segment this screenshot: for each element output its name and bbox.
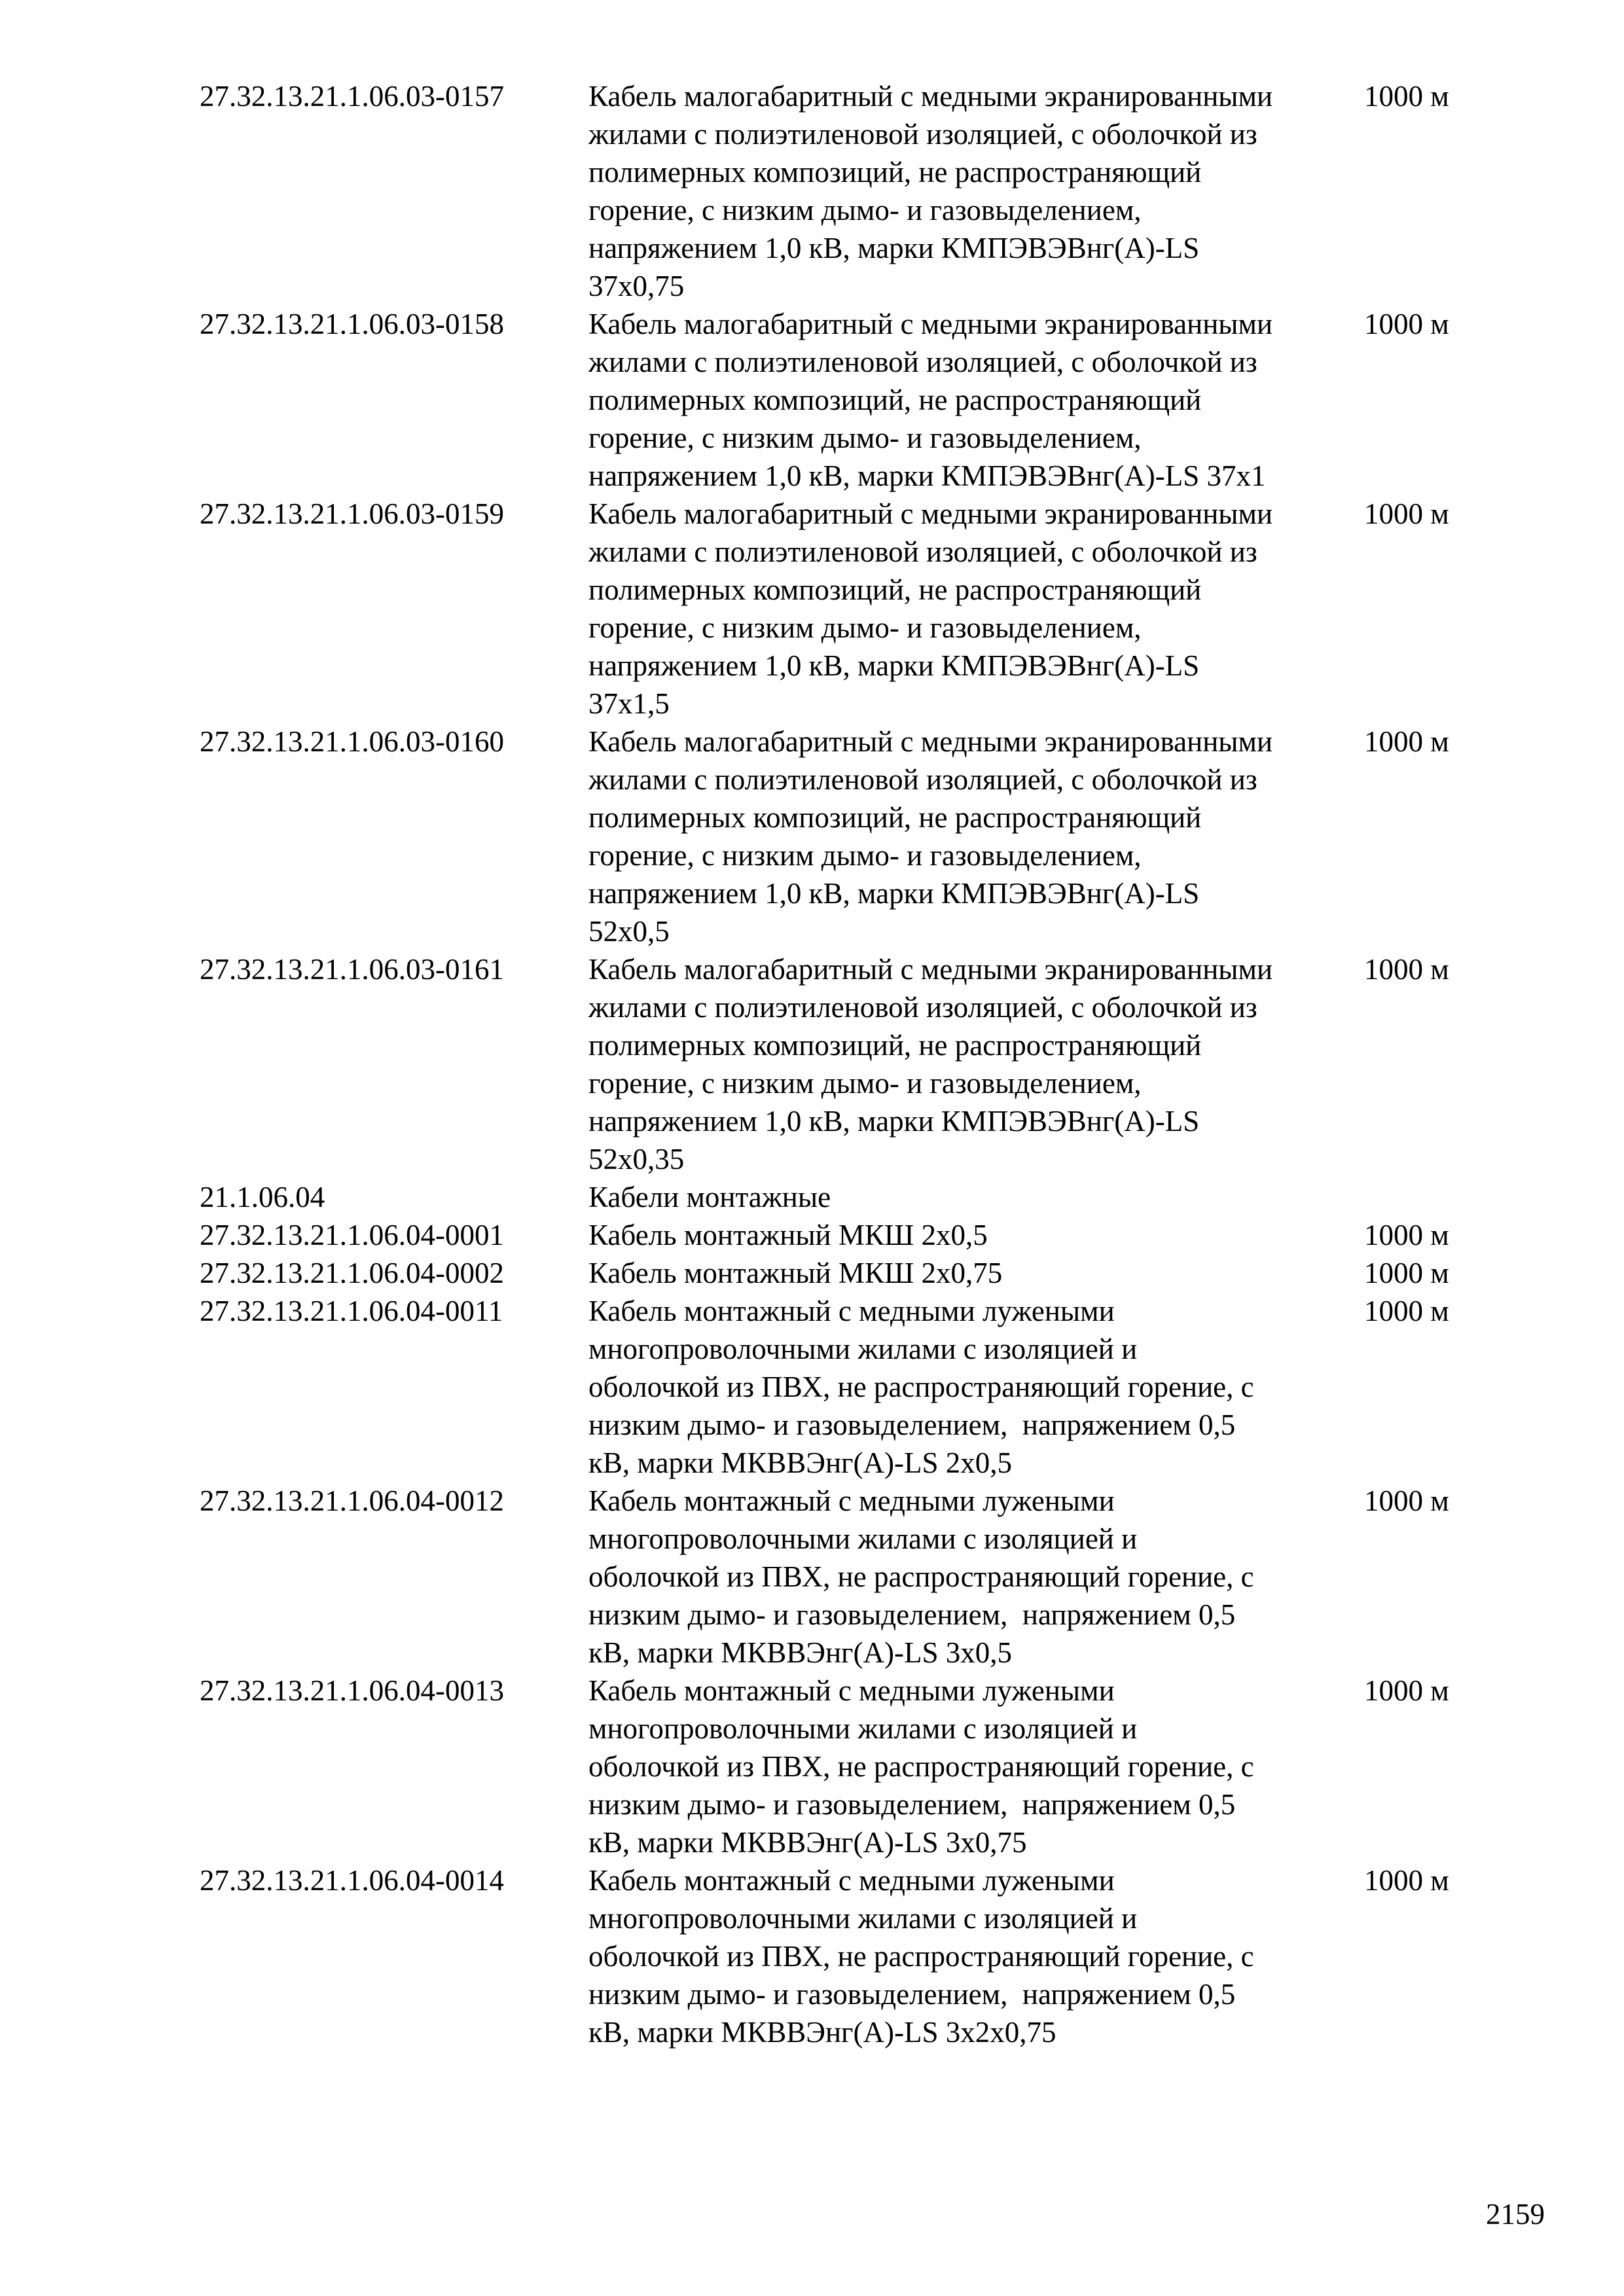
resource-name-line: Кабель монтажный с медными лужеными (588, 1295, 1115, 1327)
resource-name-line: оболочкой из ПВХ, не распространяющий горение, с (588, 1750, 1254, 1783)
resource-name (588, 1254, 1364, 1292)
unit-of-measure: 1000 м (1364, 1257, 1449, 1289)
resource-code: 27.32.13.21.1.06.04-0011 (200, 1295, 503, 1327)
resource-code: 27.32.13.21.1.06.03-0157 (200, 80, 504, 113)
resource-code: 27.32.13.21.1.06.04-0001 (200, 1219, 504, 1251)
resource-name-line: низким дымо- и газовыделением, напряжением 0,5 (588, 1598, 1236, 1631)
resource-code: 27.32.13.21.1.06.03-0159 (200, 497, 504, 530)
resource-name-line: многопроволочными жилами с изоляцией и (588, 1712, 1138, 1745)
resource-name (588, 1292, 1364, 1482)
unit-of-measure: 1000 м (1364, 1484, 1449, 1517)
unit-of-measure: 1000 м (1364, 1674, 1449, 1707)
table-row (200, 950, 1483, 1178)
resource-name-line: многопроволочными жилами с изоляцией и (588, 1333, 1138, 1365)
unit-of-measure: 1000 м (1364, 1295, 1449, 1327)
resource-name-line: оболочкой из ПВХ, не распространяющий горение, с (588, 1371, 1254, 1403)
resource-name-line: горение, с низким дымо- и газовыделением, (588, 422, 1142, 454)
resource-name-line: полимерных композиций, не распространяющий (588, 801, 1202, 834)
resource-name-line: Кабель монтажный с медными лужеными (588, 1484, 1115, 1517)
resource-name-line: Кабель монтажный МКШ 2х0,75 (588, 1257, 1003, 1289)
unit-of-measure: 1000 м (1364, 497, 1449, 530)
resource-code: 27.32.13.21.1.06.04-0002 (200, 1257, 504, 1289)
resource-name (588, 1178, 1364, 1216)
price-list-table (200, 77, 1483, 2051)
resource-name (588, 1216, 1364, 1254)
resource-name-line: полимерных композиций, не распространяющий (588, 573, 1202, 606)
resource-name-line: жилами с полиэтиленовой изоляцией, с оболочкой из (588, 118, 1257, 151)
resource-name-line: горение, с низким дымо- и газовыделением, (588, 611, 1142, 644)
resource-name-line: горение, с низким дымо- и газовыделением, (588, 194, 1142, 226)
resource-name (588, 305, 1364, 495)
resource-name-line: Кабель малогабаритный с медными экранированными (588, 80, 1273, 113)
resource-name-line: низким дымо- и газовыделением, напряжением 0,5 (588, 1788, 1236, 1821)
resource-name-line: Кабели монтажные (588, 1181, 831, 1213)
resource-name-line: напряжением 1,0 кВ, марки КМПЭВЭВнг(А)-LS (588, 1105, 1200, 1138)
table-row (200, 1672, 1483, 1861)
unit-of-measure: 1000 м (1364, 953, 1449, 986)
table-row (200, 723, 1483, 950)
resource-name-line: 52х0,35 (588, 1143, 685, 1175)
resource-code: 27.32.13.21.1.06.04-0014 (200, 1864, 504, 1897)
resource-name-line: горение, с низким дымо- и газовыделением, (588, 1067, 1142, 1100)
resource-name-line: Кабель монтажный с медными лужеными (588, 1674, 1115, 1707)
resource-name-line: Кабель малогабаритный с медными экранированными (588, 497, 1273, 530)
table-row (200, 1216, 1483, 1254)
resource-name-line: кВ, марки МКВВЭнг(А)-LS 2х0,5 (588, 1446, 1012, 1479)
resource-name-line: низким дымо- и газовыделением, напряжением 0,5 (588, 1978, 1236, 2011)
resource-code: 21.1.06.04 (200, 1181, 325, 1213)
resource-code: 27.32.13.21.1.06.03-0158 (200, 308, 504, 340)
resource-name (588, 495, 1364, 723)
resource-name-line: 37х1,5 (588, 687, 670, 720)
resource-name-line: полимерных композиций, не распространяющий (588, 1029, 1202, 1062)
resource-name-line: жилами с полиэтиленовой изоляцией, с оболочкой из (588, 346, 1257, 378)
resource-name-line: оболочкой из ПВХ, не распространяющий горение, с (588, 1560, 1254, 1593)
unit-of-measure: 1000 м (1364, 80, 1449, 113)
resource-name-line: горение, с низким дымо- и газовыделением, (588, 839, 1142, 872)
resource-name-line: полимерных композиций, не распространяющий (588, 384, 1202, 416)
table-row (200, 1292, 1483, 1482)
resource-code: 27.32.13.21.1.06.04-0012 (200, 1484, 504, 1517)
table-row (200, 77, 1483, 305)
table-row (200, 1482, 1483, 1672)
resource-name-line: 37х0,75 (588, 270, 685, 302)
resource-name-line: полимерных композиций, не распространяющий (588, 156, 1202, 188)
resource-name (588, 77, 1364, 305)
resource-name-line: кВ, марки МКВВЭнг(А)-LS 3х0,5 (588, 1636, 1012, 1669)
unit-of-measure: 1000 м (1364, 308, 1449, 340)
resource-name-line: кВ, марки МКВВЭнг(А)-LS 3х2х0,75 (588, 2016, 1056, 2049)
resource-name (588, 1672, 1364, 1861)
resource-name-line: 52х0,5 (588, 915, 670, 948)
page-number: 2159 (1486, 2198, 1545, 2231)
table-row (200, 495, 1483, 723)
resource-name-line: оболочкой из ПВХ, не распространяющий горение, с (588, 1940, 1254, 1973)
resource-code: 27.32.13.21.1.06.04-0013 (200, 1674, 504, 1707)
resource-name-line: Кабель монтажный с медными лужеными (588, 1864, 1115, 1897)
resource-name-line: напряжением 1,0 кВ, марки КМПЭВЭВнг(А)-LS (588, 232, 1200, 264)
resource-code: 27.32.13.21.1.06.03-0161 (200, 953, 504, 986)
unit-of-measure: 1000 м (1364, 1219, 1449, 1251)
resource-name-line: низким дымо- и газовыделением, напряжением 0,5 (588, 1408, 1236, 1441)
resource-name-line: жилами с полиэтиленовой изоляцией, с оболочкой из (588, 535, 1257, 568)
table-row (200, 1861, 1483, 2051)
resource-name-line: жилами с полиэтиленовой изоляцией, с оболочкой из (588, 991, 1257, 1024)
resource-name-line: кВ, марки МКВВЭнг(А)-LS 3х0,75 (588, 1826, 1027, 1859)
unit-of-measure: 1000 м (1364, 725, 1449, 758)
resource-name-line: многопроволочными жилами с изоляцией и (588, 1522, 1138, 1555)
resource-name-line: Кабель малогабаритный с медными экранированными (588, 953, 1273, 986)
resource-name-line: напряжением 1,0 кВ, марки КМПЭВЭВнг(А)-LS 37х1 (588, 459, 1266, 492)
table-row (200, 1254, 1483, 1292)
table-row (200, 305, 1483, 495)
unit-of-measure: 1000 м (1364, 1864, 1449, 1897)
resource-name-line: Кабель монтажный МКШ 2х0,5 (588, 1219, 988, 1251)
table-row (200, 1178, 1483, 1216)
resource-name (588, 1861, 1364, 2051)
resource-name (588, 1482, 1364, 1672)
resource-name-line: напряжением 1,0 кВ, марки КМПЭВЭВнг(А)-LS (588, 649, 1200, 682)
resource-code: 27.32.13.21.1.06.03-0160 (200, 725, 504, 758)
resource-name (588, 950, 1364, 1178)
resource-name (588, 723, 1364, 950)
resource-name-line: многопроволочными жилами с изоляцией и (588, 1902, 1138, 1935)
resource-name-line: Кабель малогабаритный с медными экранированными (588, 725, 1273, 758)
resource-name-line: жилами с полиэтиленовой изоляцией, с оболочкой из (588, 763, 1257, 796)
resource-name-line: Кабель малогабаритный с медными экранированными (588, 308, 1273, 340)
resource-name-line: напряжением 1,0 кВ, марки КМПЭВЭВнг(А)-LS (588, 877, 1200, 910)
